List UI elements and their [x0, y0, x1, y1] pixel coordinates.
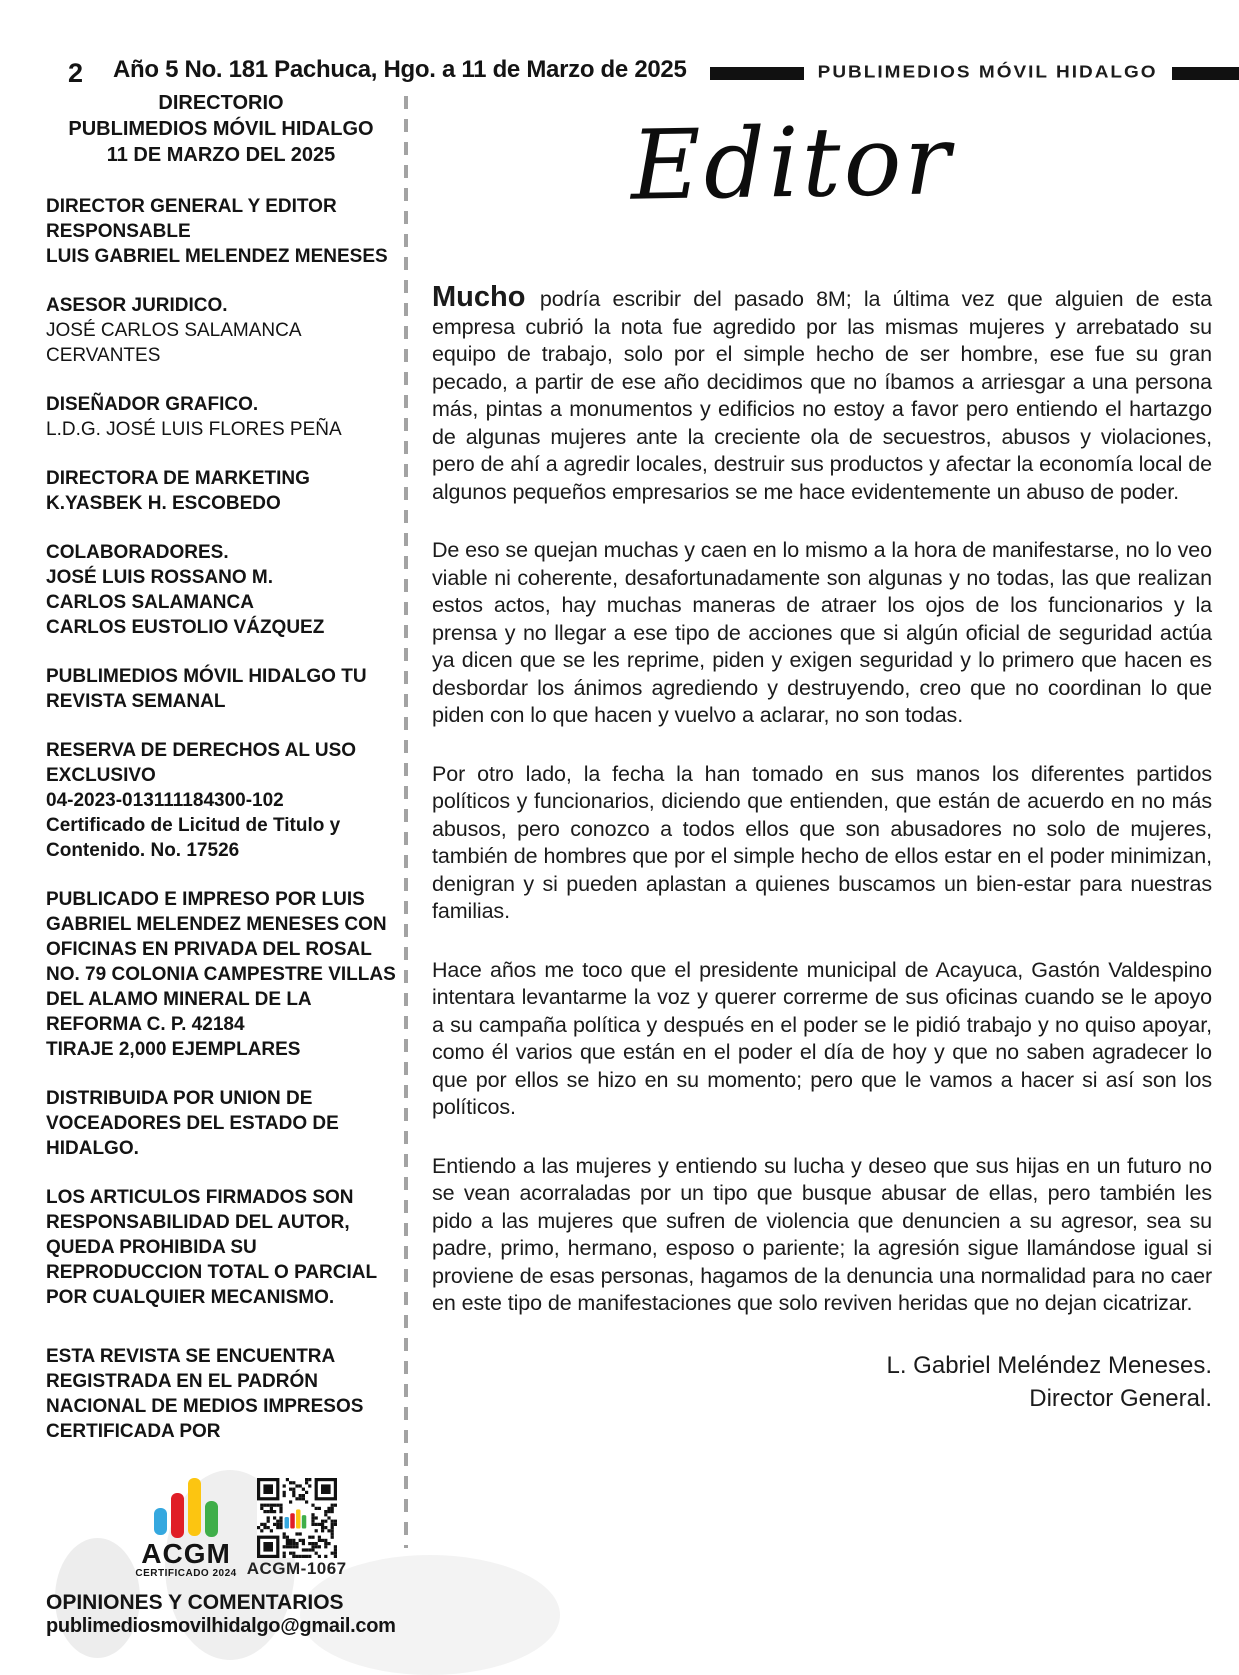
- directory-line: ESTA REVISTA SE ENCUENTRA REGISTRADA EN EL PADRÓN NACIONAL DE MEDIOS IMPRESOS CERTIFICADA POR: [46, 1346, 364, 1442]
- editorial-body: [432, 281, 1212, 1318]
- directory-block: [46, 392, 396, 442]
- acgm-bar-red: [171, 1493, 184, 1538]
- directory-line: DISEÑADOR GRAFICO.: [46, 394, 259, 415]
- directory-masthead: [46, 90, 396, 168]
- directory-line: L.D.G. JOSÉ LUIS FLORES PEÑA: [46, 419, 342, 440]
- page-number: 2: [68, 58, 84, 88]
- signature-name: L. Gabriel Meléndez Meneses.: [886, 1351, 1212, 1379]
- directory-block: [46, 887, 396, 1062]
- directory-line: DISTRIBUIDA POR UNION DE VOCEADORES DEL ESTADO DE HIDALGO.: [46, 1088, 339, 1159]
- qr-code-block: [247, 1478, 347, 1579]
- directory-title: DIRECTORIO: [158, 92, 284, 114]
- directory-line: 04-2023-013111184300-102: [46, 790, 284, 811]
- directory-line: DIRECTORA DE MARKETING: [46, 468, 310, 489]
- editorial-title: Editor: [629, 104, 955, 222]
- directory-blocks: [46, 194, 396, 1444]
- directory-block: [46, 1344, 396, 1444]
- directory-line: K.YASBEK H. ESCOBEDO: [46, 493, 281, 514]
- lead-word: Mucho: [432, 281, 540, 313]
- directory-block: [46, 540, 396, 640]
- directory-line: LUIS GABRIEL MELENDEZ MENESES: [46, 246, 388, 267]
- contact-email[interactable]: publimediosmovilhidalgo@gmail.com: [46, 1615, 396, 1637]
- directory-block: [46, 466, 396, 516]
- directory-block: [46, 664, 396, 714]
- editorial-column: [432, 104, 1212, 1415]
- directory-line: JOSÉ CARLOS SALAMANCA CERVANTES: [46, 320, 301, 366]
- directory-brand: PUBLIMEDIOS MÓVIL HIDALGO: [68, 118, 374, 140]
- column-divider: [404, 96, 408, 1548]
- article-paragraph: Por otro lado, la fecha la han tomado en sus manos los diferentes partidos políticos y funcionarios, diciendo que entienden, que están de acuerdo en no más abusos, pero conozco a todos ellos que son abusadores no solo de mujeres, también de hombres que por el simple hecho de ellos estar en el poder minimizan, denigran y si pueden aplastan a quienes buscamos un bien-estar para nuestras familias.: [432, 761, 1212, 923]
- acgm-certificado-label: CERTIFICADO 2024: [135, 1568, 237, 1579]
- directory-line: RESERVA DE DERECHOS AL USO EXCLUSIVO: [46, 740, 357, 786]
- brand-lockup: [710, 62, 1239, 84]
- directory-block: [46, 293, 396, 368]
- directory-sidebar: [46, 90, 396, 1638]
- directory-line: DIRECTOR GENERAL Y EDITOR RESPONSABLE: [46, 196, 337, 242]
- brand-name: PUBLIMEDIOS MÓVIL HIDALGO: [817, 62, 1158, 83]
- directory-date: 11 DE MARZO DEL 2025: [106, 144, 336, 166]
- directory-line: JOSÉ LUIS ROSSANO M.: [46, 567, 273, 588]
- qr-code-label: ACGM-1067: [246, 1559, 347, 1578]
- acgm-wordmark: ACGM: [141, 1538, 231, 1569]
- directory-line: PUBLIMEDIOS MÓVIL HIDALGO TU REVISTA SEMANAL: [46, 666, 367, 712]
- directory-line: LOS ARTICULOS FIRMADOS SON RESPONSABILIDAD DEL AUTOR, QUEDA PROHIBIDA SU REPRODUCCION TOTAL O PARCIAL POR CUALQUIER MECANISMO.: [46, 1187, 377, 1308]
- acgm-bar-green: [205, 1501, 218, 1537]
- opiniones-heading: OPINIONES Y COMENTARIOS: [46, 1591, 344, 1614]
- qr-code-icon: [254, 1478, 340, 1558]
- brand-bar-left: [710, 67, 804, 80]
- directory-block: [46, 1185, 396, 1310]
- directory-line: Certificado de Licitud de Titulo y Contenido. No. 17526: [46, 815, 341, 861]
- directory-line: CARLOS SALAMANCA: [46, 592, 254, 613]
- signature-role: Director General.: [1029, 1384, 1212, 1412]
- certification-row: [86, 1478, 396, 1579]
- brand-bar-right: [1172, 67, 1239, 80]
- directory-block: [46, 738, 396, 863]
- directory-line: COLABORADORES.: [46, 542, 229, 563]
- directory-line: PUBLICADO E IMPRESO POR LUIS GABRIEL MELENDEZ MENESES CON OFICINAS EN PRIVADA DEL ROSAL NO. 79 COLONIA CAMPESTRE VILLAS DEL ALAMO MINERAL DE LA REFORMA C. P. 42184: [46, 889, 396, 1035]
- directory-block: [46, 194, 396, 269]
- signature-block: [432, 1349, 1212, 1415]
- directory-block: [46, 1086, 396, 1161]
- directory-line: ASESOR JURIDICO.: [46, 295, 228, 316]
- article-paragraph: Mucho podría escribir del pasado 8M; la última vez que alguien de esta empresa cubrió la nota fue agredido por las mismas mujeres y arrebatado su equipo de trabajo, solo por el simple hecho de ser hombre, ese fue su gran pecado, a partir de ese año decidimos que no íbamos a arriesgar a una persona más, pintas a monumentos y edificios no estoy a favor pero entiendo el hartazgo de algunas mujeres ante la creciente ola de secuestros, abusos y violaciones, pero de ahí a agredir locales, destruir sus productos y afectar la economía local de algunos pequeños empresarios se me hace evidentemente un abuso de poder.: [432, 281, 1212, 504]
- edition-date-line: Año 5 No. 181 Pachuca, Hgo. a 11 de Marzo de 2025: [113, 56, 687, 83]
- article-paragraph: De eso se quejan muchas y caen en lo mismo a la hora de manifestarse, no lo veo viable ni coherente, desafortunadamente son algunas y no todas, las que realizan estos actos, hay muchas maneras de atraer los ojos de los funcionarios y la prensa y no llegar a ese tipo de acciones que si algún oficial de seguridad actúa ya dicen que se les reprime, piden y exigen seguridad y lo primero que hacen es desbordar los ánimos agrediendo y destruyendo, creo que no coordinan lo que piden con lo que hacen y vuelvo a aclarar, no son todas.: [432, 538, 1212, 727]
- acgm-bar-yellow: [188, 1478, 201, 1536]
- directory-line: TIRAJE 2,000 EJEMPLARES: [46, 1039, 301, 1060]
- acgm-bar-blue: [154, 1508, 167, 1535]
- article-paragraph: Entiendo a las mujeres y entiendo su lucha y deseo que sus hijas en un futuro no se vean acorraladas por un tipo que busque abusar de ellas, pero también les pido a las mujeres que sufren de violencia que denuncien a su agresor, sea su padre, primo, hermano, esposo o pariente; la agresión sigue llamándose igual si proviene de esas personas, hagamos de la denuncia una normalidad para no caer en este tipo de manifestaciones que solo reviven heridas que no dejan cicatrizar.: [432, 1153, 1212, 1315]
- directory-line: CARLOS EUSTOLIO VÁZQUEZ: [46, 617, 325, 638]
- acgm-barchart-icon: [154, 1478, 218, 1538]
- acgm-logo: [135, 1478, 236, 1579]
- article-paragraph: Hace años me toco que el presidente municipal de Acayuca, Gastón Valdespino intentara levantarme la voz y querer correrme de sus oficinas cuando se le apoyo a su campaña política y después en el poder se le pidió trabajo y no quiso apoyar, como él varios que están en el poder el día de hoy y que no saben agradecer lo que por ellos se hizo en su momento; pero que le vamos a hacer si así son los políticos.: [432, 957, 1212, 1119]
